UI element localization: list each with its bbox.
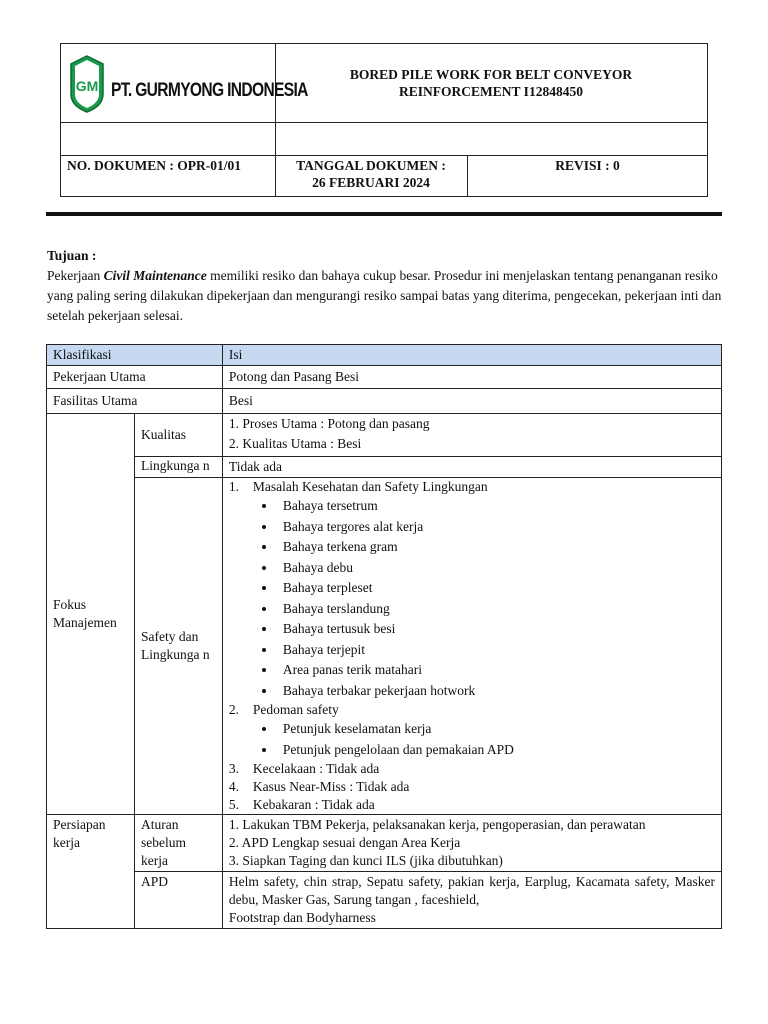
tujuan-emphasis: Civil Maintenance bbox=[103, 268, 207, 283]
apd-label: APD bbox=[134, 872, 222, 929]
safety-item-5 bbox=[229, 796, 715, 814]
safety-value bbox=[222, 478, 721, 815]
table-row bbox=[47, 457, 722, 478]
aturan-value bbox=[222, 815, 721, 872]
aturan-item: 2. APD Lengkap sesuai dengan Area Kerja bbox=[228, 835, 461, 850]
table-header-row bbox=[47, 345, 722, 366]
document-number: NO. DOKUMEN : OPR-01/01 bbox=[67, 158, 241, 173]
safety-item-3 bbox=[229, 760, 715, 778]
item-number: 5. bbox=[228, 797, 240, 812]
list-item: • Bahaya terjepit bbox=[277, 640, 715, 661]
title-line-2: REINFORCEMENT I12848450 bbox=[399, 84, 583, 99]
tujuan-post: memiliki resiko dan bahaya cukup besar. Prosedur ini menjelaskan tentang penanganan resiko yang paling sering dilakukan dipekerjaan dan mengurangi resiko sampai batas yang diterima, pengecekan, pekerjaan inti dan setelah pekerjaan selesai. bbox=[47, 268, 722, 323]
item-text: Pedoman safety bbox=[252, 702, 339, 717]
procedure-table bbox=[46, 344, 722, 929]
header-divider bbox=[46, 212, 722, 216]
safety-item-4 bbox=[229, 778, 715, 796]
document-date bbox=[275, 157, 467, 191]
table-row bbox=[47, 478, 722, 815]
aturan-label: Aturan sebelum kerja bbox=[134, 815, 222, 872]
safety-label: Safety dan Lingkunga n bbox=[134, 478, 222, 815]
date-label: TANGGAL DOKUMEN : bbox=[296, 158, 446, 173]
list-item: • Bahaya terpleset bbox=[277, 578, 715, 599]
list-item: • Area panas terik matahari bbox=[277, 660, 715, 681]
tujuan-paragraph bbox=[47, 266, 727, 326]
item-number: 1. bbox=[228, 479, 240, 494]
table-row bbox=[47, 389, 722, 414]
safety-hazard-list bbox=[229, 496, 715, 701]
item-text: Kebakaran : Tidak ada bbox=[252, 797, 375, 812]
company-logo bbox=[67, 54, 308, 114]
fokus-label: Fokus Manajemen bbox=[47, 414, 135, 815]
safety-guideline-list bbox=[229, 719, 715, 760]
safety-item-2 bbox=[229, 701, 715, 719]
item-text: Kasus Near-Miss : Tidak ada bbox=[252, 779, 410, 794]
item-text: Kecelakaan : Tidak ada bbox=[252, 761, 380, 776]
header-isi: Isi bbox=[222, 345, 721, 366]
item-text: Masalah Kesehatan dan Safety Lingkungan bbox=[252, 479, 488, 494]
apd-text: Helm safety, chin strap, Sepatu safety, pakian kerja, Earplug, Kacamata safety, Masker debu, Masker Gas, Sarung tangan , faceshield, bbox=[228, 874, 715, 907]
table-row bbox=[47, 815, 722, 872]
aturan-item: 1. Lakukan TBM Pekerja, pelaksanakan kerja, pengoperasian, dan perawatan bbox=[228, 817, 646, 832]
company-name: PT. GURMYONG INDONESIA bbox=[111, 80, 308, 101]
table-row bbox=[47, 366, 722, 389]
list-item: • Bahaya terkena gram bbox=[277, 537, 715, 558]
document-title bbox=[275, 66, 707, 100]
list-item: • Bahaya tersetrum bbox=[277, 496, 715, 517]
title-line-1: BORED PILE WORK FOR BELT CONVEYOR bbox=[349, 67, 633, 82]
aturan-item: 3. Siapkan Taging dan kunci ILS (jika dibutuhkan) bbox=[228, 853, 503, 868]
logo-mark-text: GM bbox=[75, 78, 99, 94]
list-item: • Bahaya terbakar pekerjaan hotwork bbox=[277, 681, 715, 702]
list-item: • Bahaya tertusuk besi bbox=[277, 619, 715, 640]
revision: REVISI : 0 bbox=[555, 158, 620, 173]
pekerjaan-utama-label: Pekerjaan Utama bbox=[47, 366, 223, 389]
list-item: • Bahaya terslandung bbox=[277, 599, 715, 620]
header-klasifikasi: Klasifikasi bbox=[47, 345, 223, 366]
lingkungan-value: Tidak ada bbox=[222, 457, 721, 478]
table-row bbox=[47, 414, 722, 457]
lingkungan-label: Lingkunga n bbox=[134, 457, 222, 478]
item-number: 2. bbox=[228, 702, 240, 717]
fasilitas-value: Besi bbox=[222, 389, 721, 414]
tujuan-heading: Tujuan : bbox=[47, 248, 97, 263]
table-row bbox=[47, 872, 722, 929]
list-item: • Petunjuk keselamatan kerja bbox=[277, 719, 715, 740]
pekerjaan-utama-value: Potong dan Pasang Besi bbox=[222, 366, 721, 389]
list-item: • Bahaya debu bbox=[277, 558, 715, 579]
fasilitas-label: Fasilitas Utama bbox=[47, 389, 223, 414]
apd-value bbox=[222, 872, 721, 929]
persiapan-label: Persiapan kerja bbox=[47, 815, 135, 929]
list-item: • Petunjuk pengelolaan dan pemakaian APD bbox=[277, 740, 715, 761]
kualitas-label: Kualitas bbox=[134, 414, 222, 457]
item-number: 3. bbox=[228, 761, 240, 776]
safety-item-1 bbox=[229, 478, 715, 496]
document-header bbox=[60, 43, 708, 197]
gm-shield-icon bbox=[67, 54, 107, 114]
date-value: 26 FEBRUARI 2024 bbox=[312, 175, 430, 190]
tujuan-pre: Pekerjaan bbox=[47, 268, 104, 283]
kualitas-item: 1. Proses Utama : Potong dan pasang bbox=[228, 416, 430, 431]
apd-text: Footstrap dan Bodyharness bbox=[228, 910, 376, 925]
kualitas-value bbox=[222, 414, 721, 457]
item-number: 4. bbox=[228, 779, 240, 794]
list-item: • Bahaya tergores alat kerja bbox=[277, 517, 715, 538]
kualitas-item: 2. Kualitas Utama : Besi bbox=[228, 436, 362, 451]
